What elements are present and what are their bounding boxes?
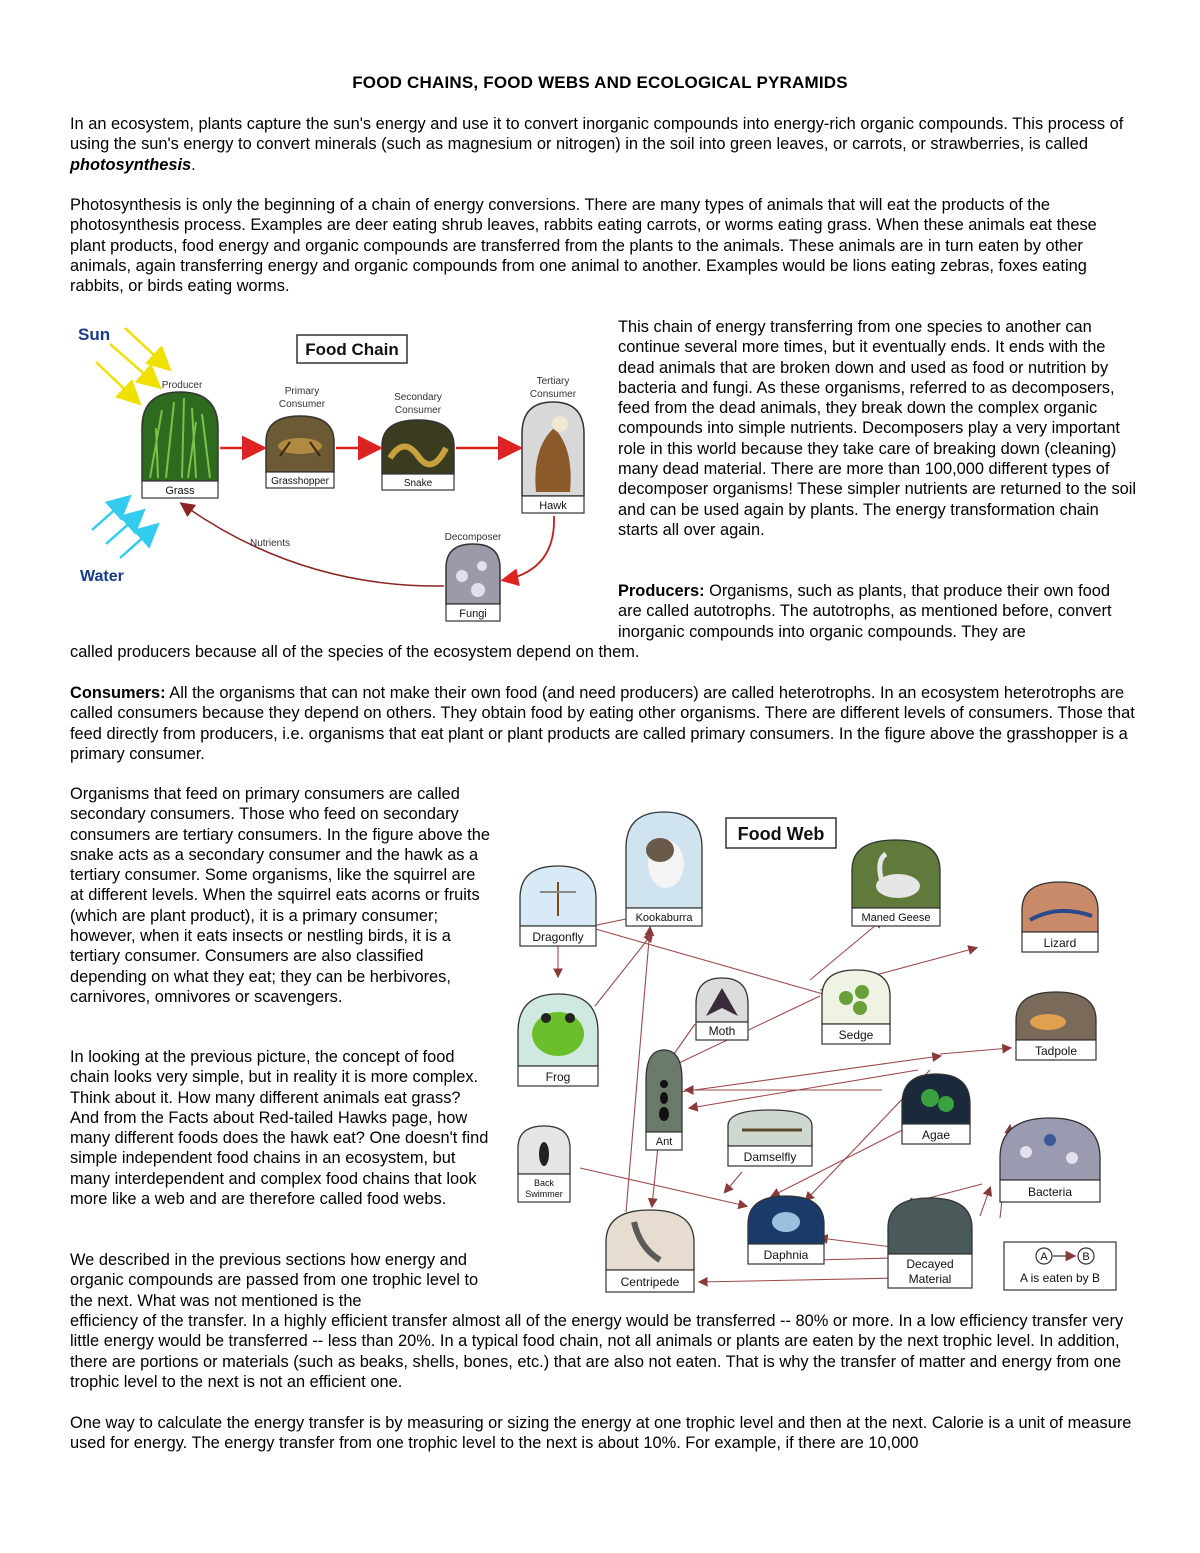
frog-label: Frog: [545, 1070, 571, 1084]
centripede-image: [606, 1210, 694, 1270]
decayed-material-label: Decayed: [906, 1257, 954, 1271]
nutrients-label: Nutrients: [250, 538, 291, 549]
grass-label: Grass: [165, 485, 195, 497]
transfer-paragraph-rest: efficiency of the transfer. In a highly efficient transfer almost all of the energy would be transferred -- 80% or more. In a low efficiency transfer very little energy would be transferred -- less than 20%. In a typical food chain, not all animals or plants are eaten by the next trophic level. In addition, there are portions or materials (such as beaks, shells, bones, etc.) that are also not eaten. That is why the transfer of matter and energy from one trophic level to the next is not an efficient one.: [70, 1312, 1124, 1391]
fungi-label: Fungi: [459, 608, 487, 620]
back-swimmer-label: Back: [533, 1178, 555, 1188]
consumers-label: Consumers:: [70, 684, 166, 702]
water-arrows-icon: [92, 498, 156, 558]
food-chain-title: Food Chain: [305, 340, 399, 359]
food-web-diagram: [510, 808, 1135, 1298]
moth-label: Moth: [708, 1024, 736, 1038]
sedge-image: [822, 970, 890, 1024]
agae-label: Agae: [921, 1128, 951, 1142]
legend-text: A is eaten by B: [1019, 1271, 1101, 1285]
maned-geese-label: Maned Geese: [861, 912, 931, 924]
food-web-paragraph: In looking at the previous picture, the concept of food chain looks very simple, but in reality it is more complex. Think about it. How many different animals eat grass? And from the Facts about Red-tailed Hawks page, how many different foods does the hawk eat? One doesn't find simple independent food chains in an ecosystem, but many interdependent and complex food chains that look more like a web and are therefore called food webs.: [70, 1048, 489, 1209]
dragonfly-label: Dragonfly: [532, 930, 584, 944]
arrow-fungi-to-grass: [182, 504, 444, 586]
legend-a: A: [1040, 1251, 1048, 1263]
svg-text:Consumer: Consumer: [529, 389, 577, 400]
damselfly-image: [728, 1110, 812, 1146]
legend-b: B: [1082, 1251, 1090, 1263]
food-chain-diagram: [70, 318, 610, 630]
centripede-label: Centripede: [620, 1275, 680, 1289]
grass-image: [142, 392, 218, 481]
secondary-consumers-paragraph: Organisms that feed on primary consumers are called secondary consumers. Those who feed on secondary consumers are tertiary consumers. In the figure above the snake acts as a secondary consumer and the hawk as a tertiary consumer. Some organisms, like the squirrel are at different levels. When the squirrel eats acorns or fruits (which are plant product), it is a primary consumer; however, when it eats insects or nestling birds, it is a tertiary consumer. Consumers are also classified depending on what they eat; they can be herbivores, carnivores, omnivores or scavengers.: [70, 785, 490, 1006]
grasshopper-image: [266, 416, 334, 472]
svg-text:Consumer: Consumer: [278, 399, 326, 410]
lizard-label: Lizard: [1043, 936, 1077, 950]
decayed-material-image: [888, 1198, 972, 1254]
producer-role-label: Producer: [161, 380, 203, 391]
snake-label: Snake: [403, 478, 433, 489]
sedge-label: Sedge: [838, 1028, 874, 1042]
arrow-hawk-to-fungi: [504, 516, 554, 580]
decomposer-role-label: Decomposer: [444, 532, 502, 543]
kookaburra-label: Kookaburra: [635, 912, 693, 924]
transfer-paragraph-start: We described in the previous sections how energy and organic compounds are passed from one trophic level to the next. What was not mentioned is the: [70, 1251, 479, 1310]
svg-text:Swimmer: Swimmer: [525, 1189, 563, 1199]
secondary-consumer-role-label: Secondary: [394, 392, 442, 403]
consumers-paragraph: Consumers: All the organisms that can not make their own food (and need producers) are called heterotrophs. In an ecosystem heterotrophs are called consumers because they depend on others. They obtain food by eating other organisms. There are different levels of consumers. Those that feed directly from producers, i.e. organisms that eat plant or plant products are called primary consumers. In the figure above the grasshopper is a primary consumer.: [70, 684, 1135, 763]
ant-label: Ant: [655, 1136, 673, 1148]
photosynthesis-term: photosynthesis: [70, 155, 192, 174]
daphnia-label: Daphnia: [763, 1248, 809, 1262]
intro-paragraph-1: In an ecosystem, plants capture the sun's energy and use it to convert inorganic compounds into energy-rich organic compounds. This process of using the sun's energy to convert minerals (such as magnesium or nitrogen) in the soil into green leaves, or carrots, or strawberries, is called photosynthesis.: [70, 115, 1124, 174]
tadpole-label: Tadpole: [1034, 1044, 1078, 1058]
svg-text:Consumer: Consumer: [394, 405, 442, 416]
food-web-title: Food Web: [737, 824, 825, 844]
bacteria-image: [1000, 1118, 1100, 1180]
lizard-image: [1022, 882, 1098, 932]
producers-paragraph: Producers: Organisms, such as plants, that produce their own food are called autotrophs. The autotrophs, as mentioned before, convert inorganic compounds into organic compounds. They are: [618, 582, 1112, 641]
snake-image: [382, 420, 454, 474]
intro-paragraph-2: Photosynthesis is only the beginning of a chain of energy conversions. There are many types of animals that will eat the products of the photosynthesis process. Examples are deer eating shrub leaves, rabbits eating carrots, or worms eating grass. When these animals eat these plant products, food energy and organic compounds are transferred from the plants to the animals. These animals are in turn eaten by other animals, again transferring energy and organic compounds from one animal to another. Examples would be lions eating zebras, foxes eating rabbits, or birds eating worms.: [70, 196, 1097, 296]
damselfly-label: Damselfly: [743, 1150, 797, 1164]
producers-label: Producers:: [618, 582, 705, 600]
grasshopper-label: Grasshopper: [271, 476, 329, 487]
hawk-label: Hawk: [539, 500, 567, 512]
hawk-image: [522, 402, 584, 496]
primary-consumer-role-label: Primary: [284, 386, 320, 397]
water-label: Water: [80, 568, 124, 585]
calorie-paragraph: One way to calculate the energy transfer is by measuring or sizing the energy at one trophic level and then at the next. Calorie is a unit of measure used for energy. The energy transfer from one trophic level to the next is about 10%. For example, if there are 10,000: [70, 1414, 1132, 1453]
bacteria-label: Bacteria: [1027, 1185, 1073, 1199]
decomposers-paragraph: This chain of energy transferring from one species to another can continue several more times, but it eventually ends. It ends with the dead animals that are broken down and used as food or nutrition by bacteria and fungi. As these organisms, referred to as decomposers, feed from the dead animals, they break down the complex organic compounds into simple nutrients. Decomposers play a very important role in this world because they take care of breaking down (cleaning) many dead material. There are more than 100,000 different types of decomposer organisms! These simpler nutrients are returned to the soil and can be used again by plants. The energy transformation chain starts all over again.: [618, 318, 1137, 539]
tertiary-consumer-role-label: Tertiary: [536, 376, 570, 387]
page-title: FOOD CHAINS, FOOD WEBS AND ECOLOGICAL PYRAMIDS: [352, 73, 848, 92]
fungi-image: [446, 544, 500, 604]
sun-label: Sun: [78, 325, 111, 344]
producers-paragraph-end: called producers because all of the species of the ecosystem depend on them.: [70, 643, 640, 661]
svg-text:Material: Material: [908, 1272, 952, 1286]
